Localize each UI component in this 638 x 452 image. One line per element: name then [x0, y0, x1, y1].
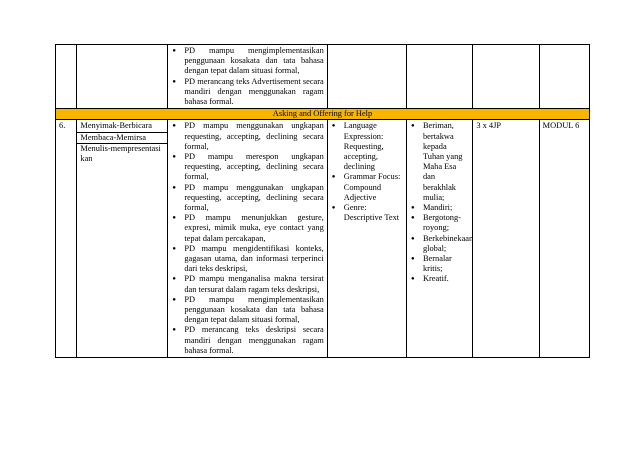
cell-character-empty: [406, 45, 472, 109]
list-item: ● PD mampu mengimplementasikan penggunaan kosakata dan tata bahasa dengan tepat dalam situasi formal,: [184, 46, 323, 77]
cell-number-empty: [56, 45, 77, 109]
cell-indicators: [168, 45, 327, 109]
character-list: [410, 121, 474, 284]
cell-number: 6.: [56, 120, 77, 358]
list-item: ● PD mampu mengimplementasikan penggunaan kosakata dan tata bahasa dengan tepat dalam situasi formal,: [184, 295, 323, 326]
list-item: ● Bergotong-royong;: [423, 213, 469, 233]
list-item: ● Grammar Focus: Compound Adjective: [344, 172, 403, 203]
table-row-continued: [56, 45, 590, 109]
list-item: ● PD mampu mengidentifikasi konteks, gagasan utama, dan informasi terperinci dari teks deskripsi,: [184, 244, 323, 275]
list-item: ● PD mampu menggunakan ungkapan requesting, accepting, declining secara formal,: [184, 183, 323, 214]
section-title: Asking and Offering for Help: [56, 109, 590, 120]
cell-time: 3 x 4JP: [473, 120, 539, 358]
cell-skills-empty: [77, 45, 168, 109]
list-item: ● Mandiri;: [423, 203, 469, 213]
cell-indicators: [168, 120, 327, 358]
section-header-row: [56, 109, 590, 120]
cell-module: MODUL 6: [539, 120, 589, 358]
cell-module-empty: [539, 45, 589, 109]
cell-materials: [327, 120, 406, 358]
material-list: [331, 121, 403, 223]
document-page: [55, 44, 590, 358]
list-item: ● Berkebinekaan global;: [423, 234, 469, 254]
indicator-list: [171, 121, 323, 356]
list-item: ● Beriman, bertakwa kepada Tuhan yang Maha Esa dan berakhlak mulia;: [423, 121, 469, 203]
skill-item: Menyimak-Berbicara: [77, 121, 167, 132]
list-item: ● PD merancang teks Advertisement secara mandiri dengan menggunakan ragam bahasa formal.: [184, 77, 323, 108]
list-item: ● PD mampu menunjukkan gesture, expresi, mimik muka, eye contact yang tepat dalam percakapan,: [184, 213, 323, 244]
list-item: ● PD mampu menggunakan ungkapan requesting, accepting, declining secara formal,: [184, 121, 323, 152]
list-item: ● Genre: Descriptive Text: [344, 203, 403, 223]
cell-materials-empty: [327, 45, 406, 109]
skill-item: Membaca-Memirsa: [77, 133, 167, 144]
list-item: ● PD merancang teks deskripsi secara mandiri dengan menggunakan ragam bahasa formal.: [184, 325, 323, 356]
list-item: ● Language Expression: Requesting, accepting, declining: [344, 121, 403, 172]
cell-character: [406, 120, 472, 358]
cell-skills: [77, 120, 168, 358]
list-item: ● Bernalar kritis;: [423, 254, 469, 274]
list-item: ● Kreatif.: [423, 274, 469, 284]
indicator-list: [171, 46, 323, 107]
list-item: ● PD mampu merespon ungkapan requesting, accepting, declining secara formal,: [184, 152, 323, 183]
list-item: ● PD mampu menganalisa makna tersirat dan tersurat dalam ragam teks deskripsi,: [184, 274, 323, 294]
syllabus-table: [55, 44, 590, 358]
table-row: [56, 120, 590, 358]
skill-item: Menulis-mempresentasikan: [80, 143, 161, 164]
cell-time-empty: [473, 45, 539, 109]
